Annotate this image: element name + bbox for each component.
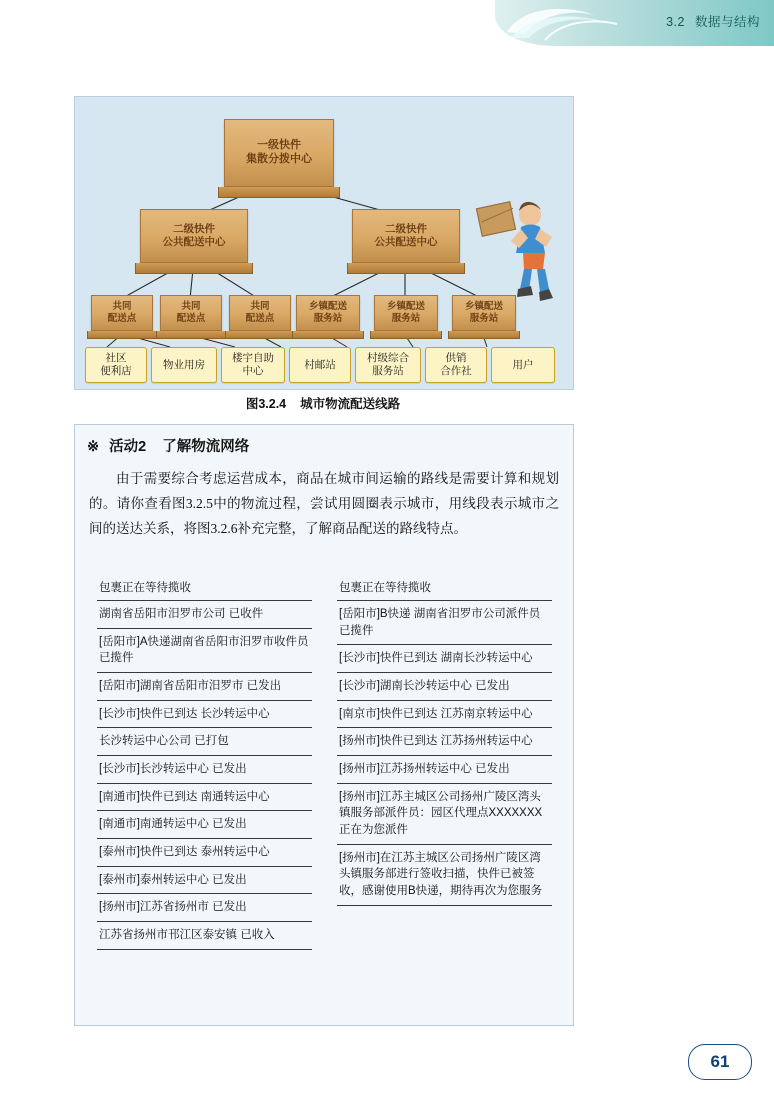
node-small-0-line1: 共同: [112, 301, 132, 313]
terminal-box-2: [221, 347, 285, 383]
figure-caption-text: 城市物流配送线路: [300, 397, 401, 411]
node-small-3-line1: 乡镇配送: [308, 301, 347, 313]
node-small-5-line1: 乡镇配送: [464, 301, 503, 313]
node-level1: [224, 119, 332, 198]
page-number-badge: [688, 1044, 752, 1080]
node-level2-right: [352, 209, 458, 274]
node-small-2-line2: 配送点: [245, 313, 275, 324]
log-left-item-0: 湖南省岳阳市汨罗市公司 已收件: [97, 601, 312, 629]
activity-subtitle-text: 了解物流网络: [162, 439, 250, 455]
node-level2-left-line2: 公共配送中心: [162, 236, 226, 248]
log-left-item-4: 长沙转运中心公司 已打包: [97, 728, 312, 756]
terminal-box-0-line2: 便利店: [100, 365, 132, 377]
terminal-box-5-line2: 合作社: [440, 365, 472, 377]
log-right-item-7: [扬州市]在江苏主城区公司扬州广陵区湾头镇服务部进行签收扫描，快件已被签收，感谢使用B快递，期待再次为您服务: [337, 845, 552, 906]
node-level2-right-line1: 二级快件: [385, 222, 427, 235]
activity-title-text: 活动2: [109, 439, 147, 455]
terminal-box-2-line1: 楼宇自助: [232, 352, 274, 365]
log-left-item-11: 江苏省扬州市邗江区泰安镇 已收入: [97, 922, 312, 950]
figure-caption-label: 图3.2.4: [245, 397, 287, 411]
terminal-box-6: [491, 347, 555, 383]
node-small-5: [452, 295, 514, 339]
log-right-item-1: [长沙市]快件已到达 湖南长沙转运中心: [337, 645, 552, 673]
log-right-item-2: [长沙市]湖南长沙转运中心 已发出: [337, 673, 552, 701]
terminal-box-3-line1: 村邮站: [304, 358, 336, 371]
log-left-item-6: [南通市]快件已到达 南通转运中心: [97, 784, 312, 812]
page-header-title: [666, 12, 760, 30]
log-left-header: 包裹正在等待揽收: [97, 575, 312, 601]
log-left-item-3: [长沙市]快件已到达 长沙转运中心: [97, 701, 312, 729]
node-small-0-line2: 配送点: [107, 313, 137, 324]
terminal-box-3: [289, 347, 351, 383]
node-small-2: [229, 295, 289, 339]
log-left-item-9: [泰州市]泰州转运中心 已发出: [97, 867, 312, 895]
node-small-1: [160, 295, 220, 339]
log-left-item-7: [南通市]南通转运中心 已发出: [97, 811, 312, 839]
log-left-item-10: [扬州市]江苏省扬州市 已发出: [97, 894, 312, 922]
log-left-item-8: [泰州市]快件已到达 泰州转运中心: [97, 839, 312, 867]
log-left-item-5: [长沙市]长沙转运中心 已发出: [97, 756, 312, 784]
terminal-box-0-line1: 社区: [105, 352, 127, 365]
node-small-4-line2: 服务站: [391, 313, 421, 324]
terminal-box-2-line2: 中心: [242, 365, 264, 377]
terminal-box-4: [355, 347, 421, 383]
header-section-title: 数据与结构: [694, 15, 760, 29]
terminal-box-4-line2: 服务站: [372, 365, 404, 377]
logistics-log-right: [337, 575, 552, 906]
node-small-1-line2: 配送点: [176, 313, 206, 324]
terminal-box-4-line1: 村级综合: [367, 352, 409, 365]
terminal-box-5: [425, 347, 487, 383]
figure-diagram: [74, 96, 574, 390]
log-right-header: 包裹正在等待揽收: [337, 575, 552, 601]
log-left-item-2: [岳阳市]湖南省岳阳市汨罗市 已发出: [97, 673, 312, 701]
decorative-swirl-icon: [505, 2, 635, 42]
node-small-4-line1: 乡镇配送: [386, 301, 425, 313]
terminal-box-1: [151, 347, 217, 383]
activity-title: [87, 435, 249, 456]
terminal-box-1-line1: 物业用房: [163, 358, 205, 371]
log-right-item-6: [扬州市]江苏主城区公司扬州广陵区湾头镇服务部派件员：园区代理点XXXXXXX正在为您派件: [337, 784, 552, 845]
node-small-3-line2: 服务站: [313, 313, 343, 324]
page-number: 61: [710, 1052, 730, 1071]
log-right-item-0: [岳阳市]B快递 湖南省汨罗市公司派件员 已揽件: [337, 601, 552, 645]
log-right-item-4: [扬州市]快件已到达 江苏扬州转运中心: [337, 728, 552, 756]
node-small-5-line2: 服务站: [469, 313, 499, 324]
terminal-box-5-line1: 供销: [445, 352, 467, 365]
node-level2-left: [140, 209, 246, 274]
log-left-item-1: [岳阳市]A快递湖南省岳阳市汨罗市收件员已揽件: [97, 629, 312, 673]
log-right-item-3: [南京市]快件已到达 江苏南京转运中心: [337, 701, 552, 729]
node-small-2-line1: 共同: [250, 301, 270, 313]
logistics-log-left: [97, 575, 312, 950]
activity-marker-icon: ※: [87, 439, 100, 455]
header-section-number: 3.2: [666, 15, 685, 29]
activity-paragraph: 由于需要综合考虑运营成本，商品在城市间运输的路线是需要计算和规划的。请你查看图3.2.5中的物流过程，尝试用圆圈表示城市，用线段表示城市之间的送达关系，将图3.2.6补充完整，了解商品配送的路线特点。: [89, 471, 559, 536]
node-small-1-line1: 共同: [181, 301, 201, 313]
node-level1-line1: 一级快件: [257, 139, 301, 152]
node-level1-line2: 集散分拨中心: [246, 153, 312, 165]
terminal-box-0: [85, 347, 147, 383]
node-level2-right-line2: 公共配送中心: [374, 236, 438, 248]
terminal-box-6-line1: 用户: [512, 358, 534, 371]
node-level2-left-line1: 二级快件: [173, 222, 215, 235]
node-small-4: [374, 295, 436, 339]
activity-panel: [74, 424, 574, 1026]
log-right-item-5: [扬州市]江苏扬州转运中心 已发出: [337, 756, 552, 784]
figure-caption: [74, 394, 572, 412]
node-small-3: [296, 295, 358, 339]
node-small-0: [91, 295, 151, 339]
